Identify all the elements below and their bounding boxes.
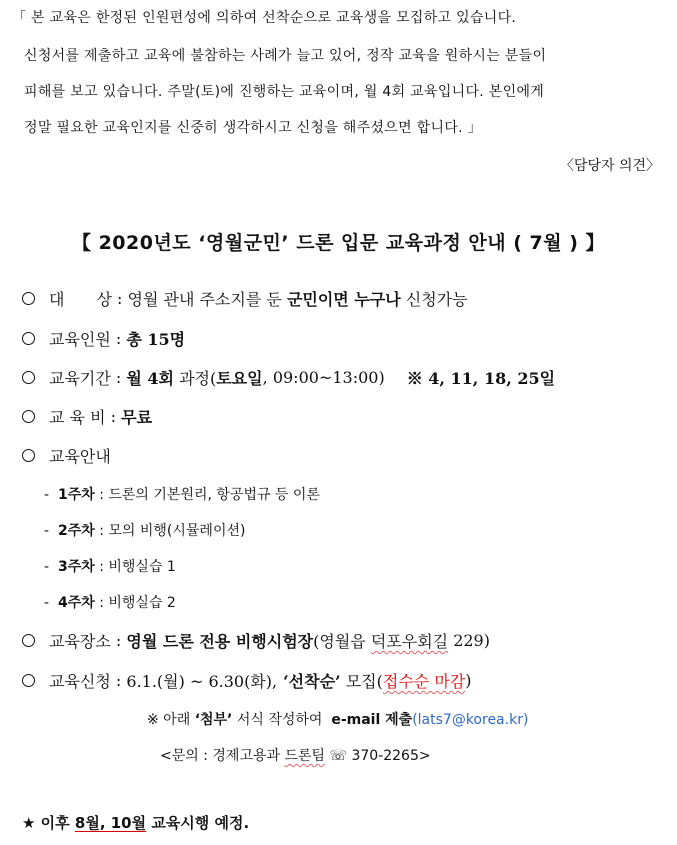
- place-label: 교육장소: [49, 632, 111, 651]
- place-open: (영월읍: [313, 632, 371, 651]
- apply-bold: ‘선착순’: [283, 672, 341, 691]
- form-note: [147, 709, 528, 729]
- count-label: 교육인원: [49, 330, 111, 349]
- week-number: 4주차: [57, 595, 95, 611]
- form-note-attach: ‘첨부’: [194, 712, 233, 728]
- fee-value: 무료: [121, 408, 153, 427]
- period-text2: , 09:00~13:00): [262, 368, 385, 387]
- apply-text: 6.1.(월) ~ 6.30(화),: [126, 672, 278, 691]
- contact-line: [160, 745, 431, 765]
- colon: :: [110, 671, 127, 690]
- week-desc: 드론의 기본원리, 항공법규 등 이론: [108, 487, 320, 503]
- count-value: 총 15명: [126, 330, 186, 349]
- email-link[interactable]: (lats7@korea.kr): [412, 712, 529, 728]
- period-label: 교육기간: [49, 369, 111, 388]
- contact-open: <문의 : 경제고용과: [160, 748, 285, 764]
- notice-line-3: 피해를 보고 있습니다. 주말(토)에 진행하는 교육이며, 월 4회 교육입니다. 본인에게: [24, 84, 545, 100]
- row-target: [22, 287, 468, 310]
- page-title: 【 2020년도 ‘영월군민’ 드론 입문 교육과정 안내 ( 7월 ) 】: [71, 232, 606, 254]
- target-bold: 군민이면 누구나: [286, 290, 401, 309]
- bullet-circle-icon: [22, 634, 35, 647]
- notice-line-4: 정말 필요한 교육인지를 신중히 생각하시고 신청을 해주셨으면 합니다. 」: [24, 120, 482, 136]
- bullet-circle-icon: [22, 674, 35, 687]
- footer-note: [22, 812, 249, 833]
- notice-line-1: 「 본 교육은 한정된 인원편성에 의하여 선착순으로 교육생을 모집하고 있습니다.: [12, 10, 517, 26]
- week-desc: 모의 비행(시뮬레이션): [108, 523, 246, 539]
- period-bold2: 토요일: [216, 369, 263, 388]
- week-item: - 3주차 : 비행실습 1: [44, 559, 176, 575]
- week-item: - 4주차 : 비행실습 2: [44, 595, 176, 611]
- period-bold1: 월 4회: [126, 369, 175, 388]
- target-text1: 영월 관내 주소지를 둔: [127, 290, 287, 309]
- period-dates: ※ 4, 11, 18, 25일: [406, 369, 556, 388]
- fee-label: 교 육 비: [49, 408, 106, 427]
- target-text2: 신청가능: [400, 290, 468, 309]
- bullet-circle-icon: [22, 449, 35, 462]
- form-note-text: 서식 작성하여: [232, 712, 327, 728]
- guide-label: 교육안내: [49, 447, 111, 466]
- contact-team: 드론팀: [284, 748, 326, 764]
- footer-text1: 이후: [35, 814, 75, 832]
- colon: :: [105, 407, 122, 426]
- colon: :: [111, 289, 128, 308]
- row-guide: [22, 444, 111, 467]
- form-note-mark: ※ 아래: [147, 712, 191, 728]
- row-period: [22, 366, 555, 389]
- week-desc: 비행실습 2: [108, 595, 176, 611]
- week-number: 2주차: [57, 523, 95, 539]
- notice-line-2: 신청서를 제출하고 교육에 불참하는 사례가 늘고 있어, 정작 교육을 원하시는 분들이: [24, 48, 547, 64]
- row-apply: [22, 669, 471, 692]
- period-text1: 과정(: [174, 369, 217, 388]
- bullet-circle-icon: [22, 292, 35, 305]
- notice-signature: 〈담당자 의견〉: [559, 158, 660, 174]
- star-icon: ★: [22, 814, 36, 832]
- colon: :: [110, 631, 127, 650]
- form-note-email-label: e-mail 제출: [331, 712, 413, 728]
- colon: :: [110, 329, 127, 348]
- footer-text2: 교육시행 예정.: [146, 814, 250, 832]
- row-place: [22, 629, 490, 652]
- row-count: [22, 327, 185, 350]
- place-bold: 영월 드론 전용 비행시험장: [126, 632, 314, 651]
- apply-text2: 모집(: [340, 672, 383, 691]
- bullet-circle-icon: [22, 332, 35, 345]
- apply-label: 교육신청: [49, 672, 111, 691]
- place-close: 229): [448, 631, 490, 650]
- target-label: 대 상: [49, 290, 112, 309]
- place-road: 덕포우회길: [370, 632, 449, 651]
- colon: :: [110, 368, 127, 387]
- row-fee: [22, 405, 152, 428]
- bullet-circle-icon: [22, 371, 35, 384]
- footer-months: 8월, 10월: [74, 814, 147, 832]
- week-number: 1주차: [57, 487, 95, 503]
- week-item: - 2주차 : 모의 비행(시뮬레이션): [44, 523, 246, 539]
- apply-deadline: 접수순 마감: [382, 672, 466, 691]
- week-item: - 1주차 : 드론의 기본원리, 항공법규 등 이론: [44, 487, 320, 503]
- week-desc: 비행실습 1: [108, 559, 176, 575]
- bullet-circle-icon: [22, 410, 35, 423]
- week-number: 3주차: [57, 559, 95, 575]
- apply-close: ): [465, 671, 472, 690]
- contact-phone: ☏ 370-2265>: [325, 748, 431, 764]
